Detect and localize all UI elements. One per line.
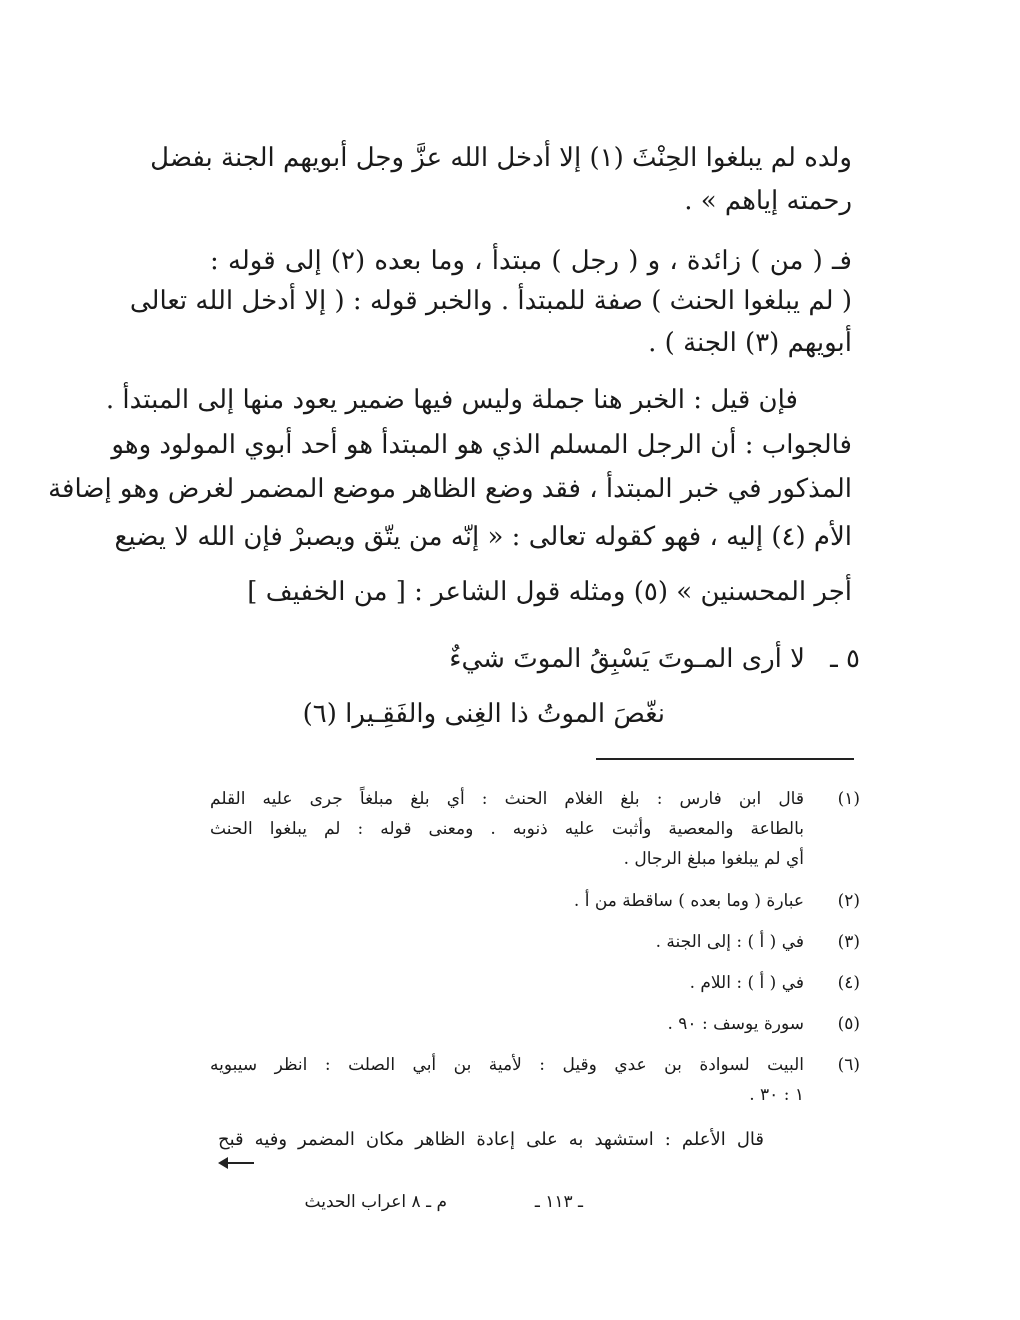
footnote-number: (٣) [837,932,860,952]
page-number: ـ ١١٣ ـ [534,1192,583,1212]
body-line: الأم (٤) إليه ، فهو كقوله تعالى : « إنّه من يتّق ويصبرْ فإن الله لا يضيع [114,522,852,552]
footnote [210,928,860,958]
footnote [210,1010,860,1040]
continuation-note: قال الأعلم : استشهد به على إعادة الظاهر مكان المضمر وفيه قبح [218,1129,764,1150]
footnote-number: (١) [837,789,860,809]
footnote-text: سورة يوسف : ٩٠ . [667,1014,804,1034]
footnote-separator [596,758,854,760]
footnote-text: أي لم يبلغوا مبلغ الرجال . [623,849,804,869]
footnote [210,1051,860,1111]
footnote-text: البيت لسوادة بن عدي وقيل : لأمية بن أبي الصلت : انظر سيبويه [210,1055,804,1075]
body-line: أبويهم (٣) الجنة ) . [648,328,852,358]
footnote-number: (٥) [837,1014,860,1034]
footnote-number: (٦) [837,1055,860,1075]
footnote-text: عبارة ( وما بعده ) ساقطة من أ . [573,891,804,911]
footnote-text: قال ابن فارس : بلغ الغلام الحنث : أي بلغ مبلغاً جرى عليه القلم [210,789,804,809]
footnote [210,887,860,917]
continuation-arrow-icon [220,1162,254,1164]
body-line: أجر المحسنين » (٥) ومثله قول الشاعر : [ من الخفيف ] [247,577,852,607]
footnote [210,969,860,999]
body-line: ( لم يبلغوا الحنث ) صفة للمبتدأ . والخبر قوله : ( إلا أدخل الله تعالى [129,286,852,316]
footnote-text: بالطاعة والمعصية وأثبت عليه ذنوبه . ومعنى قوله : لم يبلغوا الحنث [210,819,804,839]
verse-first-hemistich: لا أرى المـوتَ يَسْبِقُ الموتَ شيءٌ [449,644,805,674]
footnote-number: (٢) [837,891,860,911]
footnote [210,785,860,875]
footnote-text: في ( أ ) : إلى الجنة . [655,932,804,952]
body-line: فـ ( من ) زائدة ، و ( رجل ) مبتدأ ، وما بعده (٢) إلى قوله : [210,246,852,276]
footnote-number: (٤) [837,973,860,993]
body-line: ولده لم يبلغوا الحِنْثَ (١) إلا أدخل الله عزَّ وجل أبويهم الجنة بفضل [150,143,852,173]
body-line: فإن قيل : الخبر هنا جملة وليس فيها ضمير يعود منها إلى المبتدأ . [105,385,798,415]
body-line: رحمته إياهم » . [684,186,852,216]
body-line: فالجواب : أن الرجل المسلم الذي هو المبتدأ هو أحد أبوي المولود وهو [111,430,852,460]
footnote-text: ١ : ٣٠ . [749,1085,804,1105]
footnote-text: في ( أ ) : اللام . [689,973,804,993]
verse-second-hemistich: نغّصَ الموتُ ذا الغِنى والفَقِـيرا (٦) [302,699,665,729]
print-signature: م ـ ٨ اعراب الحديث [304,1192,447,1212]
verse-number: ٥ ـ [830,644,860,674]
body-line: المذكور في خبر المبتدأ ، فقد وضع الظاهر موضع المضمر لغرض وهو إضافة [48,474,852,504]
